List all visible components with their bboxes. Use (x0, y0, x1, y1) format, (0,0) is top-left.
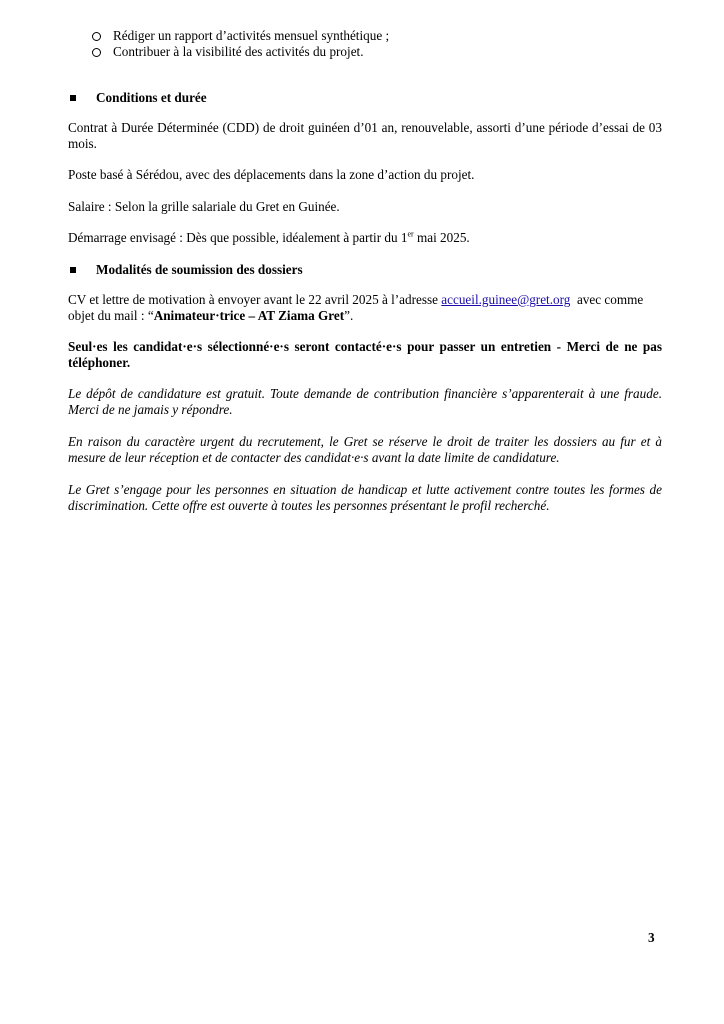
free-application-line: Merci de ne jamais y répondre. (68, 402, 233, 417)
circle-bullet-icon (92, 48, 101, 57)
list-item: Rédiger un rapport d’activités mensuel synthétique ; (113, 28, 390, 43)
job-title: Animateur·trice – AT Ziama Gret (153, 308, 345, 323)
contract-paragraph-line: mois. (68, 136, 97, 151)
notice-paragraph-line: téléphoner. (68, 355, 131, 370)
handicap-statement-line: discrimination. Cette offre est ouverte à toutes les personnes présentant le profil recherché. (68, 498, 550, 513)
contract-paragraph-line: Contrat à Durée Déterminée (CDD) de droit guinéen d’01 an, renouvelable, assorti d’une période d’essai de 03 (68, 120, 662, 135)
section-heading: Modalités de soumission des dossiers (96, 262, 303, 277)
free-application-line: Le dépôt de candidature est gratuit. Toute demande de contribution financière s’apparenterait à une fraude. (68, 386, 662, 401)
handicap-statement-line: Le Gret s’engage pour les personnes en situation de handicap et lutte activement contre toutes les formes de (68, 482, 662, 497)
superscript: er (407, 229, 414, 239)
urgent-recruitment-line: En raison du caractère urgent du recrutement, le Gret se réserve le droit de traiter les dossiers au fur et à (68, 434, 662, 449)
urgent-recruitment-line: mesure de leur réception et de contacter des candidat·e·s avant la date limite de candidature. (68, 450, 560, 465)
square-bullet-icon (70, 95, 76, 101)
salary-paragraph: Salaire : Selon la grille salariale du Gret en Guinée. (68, 199, 340, 214)
start-date-paragraph: Démarrage envisagé : Dès que possible, idéalement à partir du 1er mai 2025. (68, 229, 470, 245)
location-paragraph: Poste basé à Sérédou, avec des déplacements dans la zone d’action du projet. (68, 167, 475, 182)
page-number: 3 (648, 930, 655, 945)
square-bullet-icon (70, 267, 76, 273)
circle-bullet-icon (92, 32, 101, 41)
list-item: Contribuer à la visibilité des activités du projet. (113, 44, 364, 59)
cv-paragraph-line: CV et lettre de motivation à envoyer avant le 22 avril 2025 à l’adresse accueil.guinee@gret.org avec comme (68, 292, 644, 307)
section-heading: Conditions et durée (96, 90, 207, 105)
notice-paragraph-line: Seul·es les candidat·e·s sélectionné·e·s seront contacté·e·s pour passer un entretien - Merci de ne pas (68, 339, 662, 354)
email-link[interactable]: accueil.guinee@gret.org (441, 292, 571, 307)
cv-paragraph-line: objet du mail : “Animateur·trice – AT Ziama Gret”. (68, 308, 354, 323)
